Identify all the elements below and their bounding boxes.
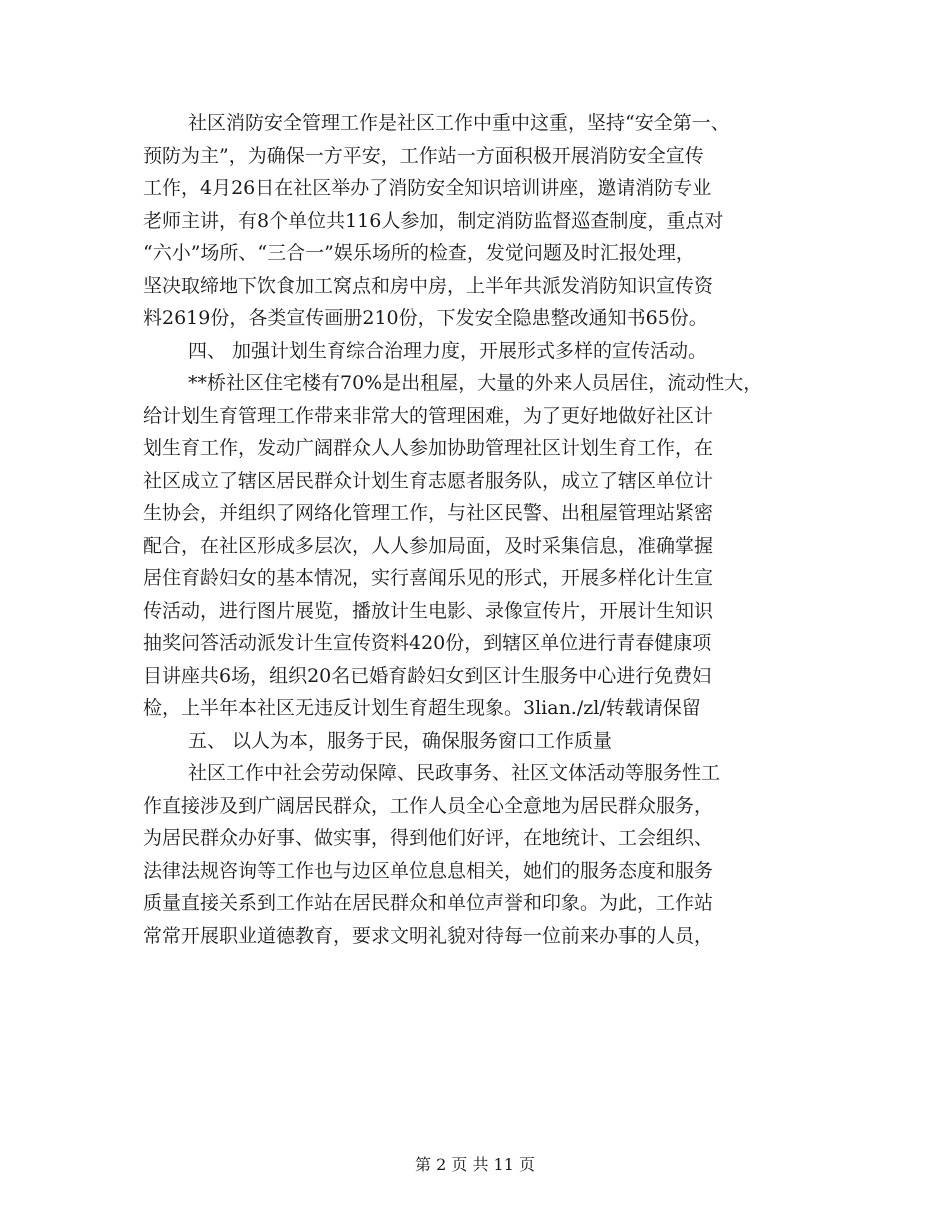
text-line: 质量直接关系到工作站在居民群众和单位声誉和印象。为此，工作站 (143, 892, 714, 914)
text-line: 五、 以人为本，服务于民，确保服务窗口工作质量 (188, 729, 613, 752)
text-line: 老师主讲，有8个单位共116人参加，制定消防监督巡查制度，重点对 (143, 209, 724, 232)
text-line: 居住育龄妇女的基本情况，实行喜闻乐见的形式，开展多样化计生宣 (143, 567, 714, 589)
text-line: 坚决取缔地下饮食加工窝点和房中房，上半年共派发消防知识宣传资 (143, 274, 714, 297)
text-line: 配合，在社区形成多层次，人人参加局面，及时采集信息，准确掌握 (143, 534, 714, 557)
text-line: 常常开展职业道德教育，要求文明礼貌对待每一位前来办事的人员， (143, 924, 714, 947)
text-line: 预防为主”，为确保一方平安，工作站一方面积极开展消防安全宣传 (143, 144, 704, 167)
text-line: 生协会，并组织了网络化管理工作，与社区民警、出租屋管理站紧密 (143, 502, 714, 524)
text-line: 料2619份，各类宣传画册210份，下发安全隐患整改通知书65份。 (143, 307, 708, 329)
text-line: 作直接涉及到广阔居民群众，工作人员全心全意地为居民群众服务， (143, 794, 714, 817)
document-body (143, 107, 823, 952)
text-line: 抽奖问答活动派发计生宣传资料420份，到辖区单位进行青春健康项 (143, 632, 712, 654)
text-line: “六小”场所、“三合一”娱乐场所的检查，发觉问题及时汇报处理， (143, 242, 695, 264)
text-line: 目讲座共6场，组织20名已婚育龄妇女到区计生服务中心进行免费妇 (143, 664, 712, 687)
text-line: 为居民群众办好事、做实事，得到他们好评，在地统计、工会组织、 (143, 827, 714, 849)
text-line: 社区成立了辖区居民群众计划生育志愿者服务队，成立了辖区单位计 (143, 469, 714, 492)
text-line: 法律法规咨询等工作也与边区单位息息相关，她们的服务态度和服务 (143, 859, 714, 882)
page-footer: 第 2 页 共 11 页 (415, 1155, 535, 1174)
text-line: 划生育工作，发动广阔群众人人参加协助管理社区计划生育工作，在 (143, 437, 714, 459)
text-line: 工作，4月26日在社区举办了消防安全知识培训讲座，邀请消防专业 (143, 177, 712, 199)
text-line: **桥社区住宅楼有70%是出租屋，大量的外来人员居住，流动性大， (188, 372, 763, 394)
text-line: 给计划生育管理工作带来非常大的管理困难，为了更好地做好社区计 (143, 404, 714, 427)
text-line: 传活动，进行图片展览，播放计生电影、录像宣传片，开展计生知识 (143, 599, 714, 622)
text-line: 社区消防安全管理工作是社区工作中重中这重，坚持“安全第一、 (188, 112, 730, 134)
text-line: 四、 加强计划生育综合治理力度，开展形式多样的宣传活动。 (188, 339, 708, 362)
text-line: 社区工作中社会劳动保障、民政事务、社区文体活动等服务性工 (188, 762, 721, 784)
text-line: 检，上半年本社区无违反计划生育超生现象。3lian./zl/转载请保留 (143, 697, 701, 719)
